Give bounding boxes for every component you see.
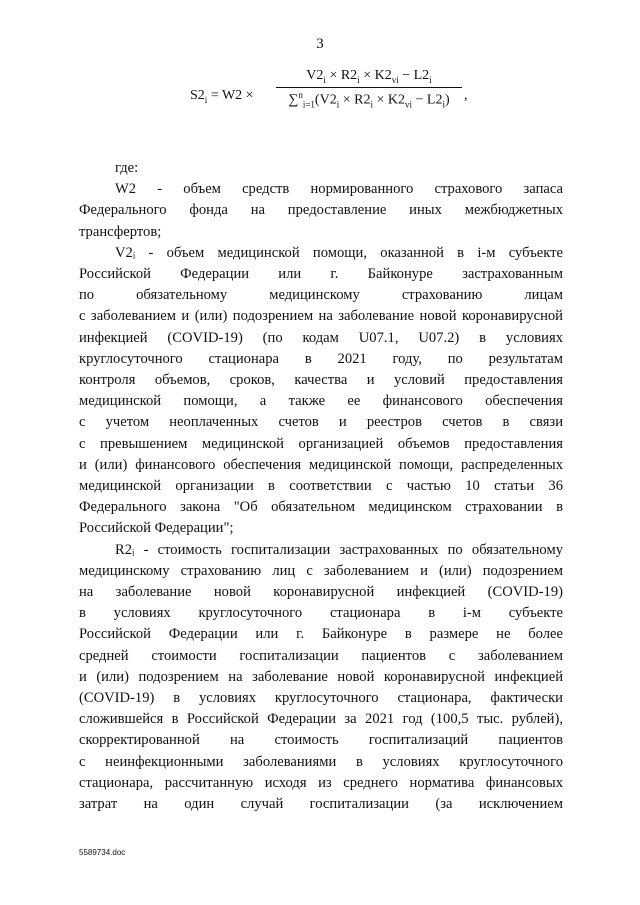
formula-numerator: $V2_i \times R2_i \times K2_{vi} - L2_i$ (306, 68, 432, 85)
text-line: Федерального закона "Об обязательном медицинском страховании в (79, 499, 563, 516)
text-line: медицинской организации в соответствии с частью 10 статьи 36 (79, 478, 563, 495)
formula-denominator: $\sum^n_{i=1}(V2_i \times R2_i \times K2_{vi} - L2_i)$ (288, 89, 450, 110)
text-line: скорректированной на стоимость госпитализаций пациентов (79, 732, 563, 749)
text-line: Федерального фонда на предоставление иных межбюджетных (79, 202, 563, 219)
text-line: и (или) подозрением на заболевание новой коронавирусной инфекцией (79, 668, 563, 685)
text-line: Российской Федерации"; (79, 520, 234, 537)
text-line: R2ᵢ - стоимость госпитализации застрахованных по обязательному (115, 541, 563, 558)
text-line: средней стоимости госпитализации пациентов с заболеванием (79, 647, 563, 664)
text-line: круглосуточного стационара в 2021 году, по результатам (79, 350, 563, 367)
text-line: медицинскому страхованию лиц с заболеванием и (или) подозрением (79, 562, 563, 579)
text-line: стационара, рассчитанную исходя из среднего норматива финансовых (79, 774, 563, 791)
text-line: с неинфекционными заболеваниями в условиях круглосуточного (79, 753, 563, 770)
formula-fraction (276, 68, 462, 109)
text-line: сложившейся в Российской Федерации за 2021 год (100,5 тыс. рублей), (79, 711, 563, 728)
text-line: затрат на один случай госпитализации (за исключением (79, 796, 563, 813)
text-line: где: (115, 160, 139, 176)
text-line: в условиях круглосуточного стационара в i-м субъекте (79, 605, 563, 622)
body-text (79, 158, 563, 815)
text-line: Российской Федерации или г. Байконуре застрахованным (79, 266, 563, 283)
text-line: инфекцией (COVID-19) (по кодам U07.1, U07.2) в условиях (79, 329, 563, 346)
text-line: с превышением медицинской организацией объемов предоставления (79, 435, 563, 452)
text-line: Российской Федерации или г. Байконуре в размере не более (79, 626, 563, 643)
text-line: на заболевание новой коронавирусной инфекцией (COVID-19) (79, 584, 563, 601)
text-line: W2 - объем средств нормированного страхового запаса (115, 181, 563, 198)
text-line: V2ᵢ - объем медицинской помощи, оказанной в i-м субъекте (115, 244, 563, 261)
formula-tail: , (464, 88, 468, 103)
text-line: медицинской помощи, а также ее финансового обеспечения (79, 393, 563, 410)
text-line: по обязательному медицинскому страхованию лицам (79, 287, 563, 304)
text-line: и (или) финансового обеспечения медицинской помощи, распределенных (79, 456, 563, 473)
text-line: контроля объемов, сроков, качества и условий предоставления (79, 372, 563, 389)
formula-lhs: $S2_i = W2$ × (190, 88, 254, 105)
text-line: с заболеванием и (или) подозрением на заболевание новой коронавирусной (79, 308, 563, 325)
text-line: трансфертов; (79, 223, 162, 240)
text-line: (COVID-19) в условиях круглосуточного стационара, фактически (79, 690, 563, 707)
text-line: с учетом неоплаченных счетов и реестров счетов в связи (79, 414, 563, 431)
page-number: 3 (316, 36, 324, 52)
formula-s2 (190, 68, 490, 124)
footer-filename: 5589734.doc (79, 848, 126, 857)
